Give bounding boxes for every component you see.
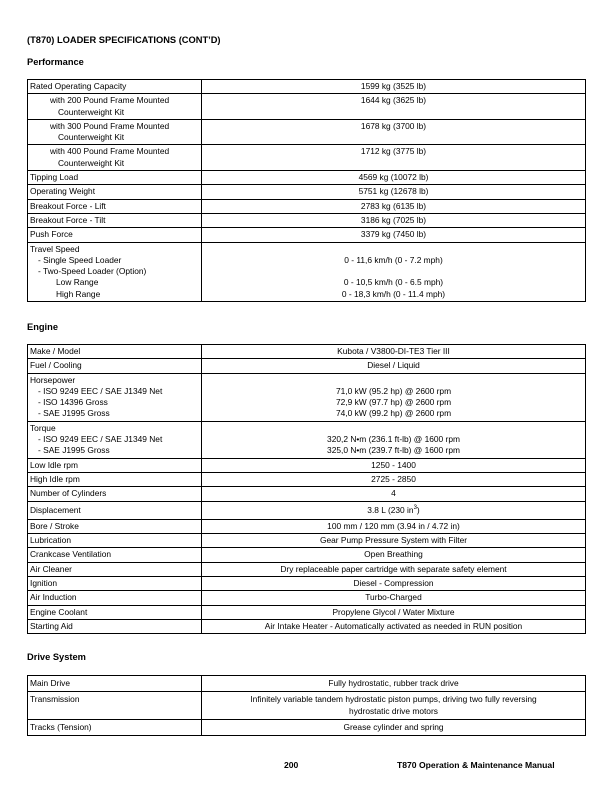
row-value: 1644 kg (3625 lb) [202, 94, 586, 120]
table-row-travel-speed [28, 242, 586, 301]
row-label: Make / Model [28, 345, 202, 359]
manual-title: T870 Operation & Maintenance Manual [397, 760, 555, 770]
section-heading-drive-system: Drive System [27, 652, 86, 662]
row-label: Engine Coolant [28, 605, 202, 619]
table-row [28, 171, 586, 185]
row-label: Travel Speed - Single Speed Loader - Two-Speed Loader (Option) Low Range High Range [28, 242, 202, 301]
table-row-torque [28, 421, 586, 458]
row-label: Operating Weight [28, 185, 202, 199]
page-title: (T870) LOADER SPECIFICATIONS (CONT’D) [27, 35, 221, 45]
row-value: Propylene Glycol / Water Mixture [202, 605, 586, 619]
table-row [28, 345, 586, 359]
row-value: Gear Pump Pressure System with Filter [202, 534, 586, 548]
row-value: 4569 kg (10072 lb) [202, 171, 586, 185]
table-row [28, 692, 586, 720]
row-label: Main Drive [28, 676, 202, 692]
table-row [28, 472, 586, 486]
row-label: Fuel / Cooling [28, 359, 202, 373]
row-value: 320,2 N•m (236.1 ft-lb) @ 1600 rpm 325,0 N•m (239.7 ft-lb) @ 1600 rpm [202, 421, 586, 458]
table-row [28, 145, 586, 171]
row-value: 100 mm / 120 mm (3.94 in / 4.72 in) [202, 519, 586, 533]
row-value: Fully hydrostatic, rubber track drive [202, 676, 586, 692]
table-row [28, 487, 586, 501]
row-value: Infinitely variable tandem hydrostatic piston pumps, driving two fully reversing hydrostatic drive motors [202, 692, 586, 720]
row-label: Crankcase Ventilation [28, 548, 202, 562]
table-row [28, 534, 586, 548]
row-label: Horsepower - ISO 9249 EEC / SAE J1349 Net - ISO 14396 Gross - SAE J1995 Gross [28, 373, 202, 421]
row-label: Air Induction [28, 591, 202, 605]
table-row [28, 719, 586, 735]
section-heading-engine: Engine [27, 322, 58, 332]
table-row [28, 676, 586, 692]
row-label: with 300 Pound Frame Mounted Counterweight Kit [28, 119, 202, 145]
row-value: 3379 kg (7450 lb) [202, 228, 586, 242]
row-value: 71,0 kW (95.2 hp) @ 2600 rpm 72,9 kW (97.7 hp) @ 2600 rpm 74,0 kW (99.2 hp) @ 2600 rpm [202, 373, 586, 421]
row-label: Number of Cylinders [28, 487, 202, 501]
row-value: Diesel / Liquid [202, 359, 586, 373]
row-label: Breakout Force - Lift [28, 199, 202, 213]
row-label: Tracks (Tension) [28, 719, 202, 735]
row-label: Breakout Force - Tilt [28, 213, 202, 227]
table-row [28, 548, 586, 562]
drive-system-table [27, 675, 586, 736]
row-value: 4 [202, 487, 586, 501]
table-row [28, 591, 586, 605]
performance-table [27, 79, 586, 302]
table-row [28, 519, 586, 533]
engine-table [27, 344, 586, 634]
row-label: Ignition [28, 577, 202, 591]
table-row [28, 213, 586, 227]
row-label: Rated Operating Capacity [28, 80, 202, 94]
table-row [28, 619, 586, 633]
row-label: Starting Aid [28, 619, 202, 633]
row-value: 5751 kg (12678 lb) [202, 185, 586, 199]
row-label: High Idle rpm [28, 472, 202, 486]
row-label: Tipping Load [28, 171, 202, 185]
table-row [28, 80, 586, 94]
row-label: Bore / Stroke [28, 519, 202, 533]
row-value: 3186 kg (7025 lb) [202, 213, 586, 227]
page-number: 200 [284, 760, 299, 770]
row-label: Low Idle rpm [28, 458, 202, 472]
table-row [28, 228, 586, 242]
row-value: Open Breathing [202, 548, 586, 562]
table-row [28, 605, 586, 619]
table-row [28, 199, 586, 213]
row-value: 2783 kg (6135 lb) [202, 199, 586, 213]
table-row [28, 359, 586, 373]
row-value: Air Intake Heater - Automatically activated as needed in RUN position [202, 619, 586, 633]
table-row [28, 501, 586, 519]
table-row [28, 577, 586, 591]
row-label: Push Force [28, 228, 202, 242]
row-value: 1250 - 1400 [202, 458, 586, 472]
row-value: 1678 kg (3700 lb) [202, 119, 586, 145]
row-value: 1712 kg (3775 lb) [202, 145, 586, 171]
section-heading-performance: Performance [27, 57, 84, 67]
row-label: with 200 Pound Frame Mounted Counterweight Kit [28, 94, 202, 120]
row-label: Transmission [28, 692, 202, 720]
table-row [28, 119, 586, 145]
row-value: Grease cylinder and spring [202, 719, 586, 735]
row-label: with 400 Pound Frame Mounted Counterweight Kit [28, 145, 202, 171]
row-value: 2725 - 2850 [202, 472, 586, 486]
table-row [28, 185, 586, 199]
row-value: Dry replaceable paper cartridge with separate safety element [202, 562, 586, 576]
row-label: Lubrication [28, 534, 202, 548]
row-label: Displacement [28, 501, 202, 519]
table-row-horsepower [28, 373, 586, 421]
row-label: Torque - ISO 9249 EEC / SAE J1349 Net - SAE J1995 Gross [28, 421, 202, 458]
table-row [28, 94, 586, 120]
table-row [28, 458, 586, 472]
row-value: Turbo-Charged [202, 591, 586, 605]
row-value: Kubota / V3800-DI-TE3 Tier III [202, 345, 586, 359]
table-row [28, 562, 586, 576]
row-value: 3.8 L (230 $in^3$) [202, 501, 586, 519]
row-label: Air Cleaner [28, 562, 202, 576]
row-value: 0 - 11,6 km/h (0 - 7.2 mph) 0 - 10,5 km/h (0 - 6.5 mph) 0 - 18,3 km/h (0 - 11.4 mph) [202, 242, 586, 301]
row-value: Diesel - Compression [202, 577, 586, 591]
row-value: 1599 kg (3525 lb) [202, 80, 586, 94]
